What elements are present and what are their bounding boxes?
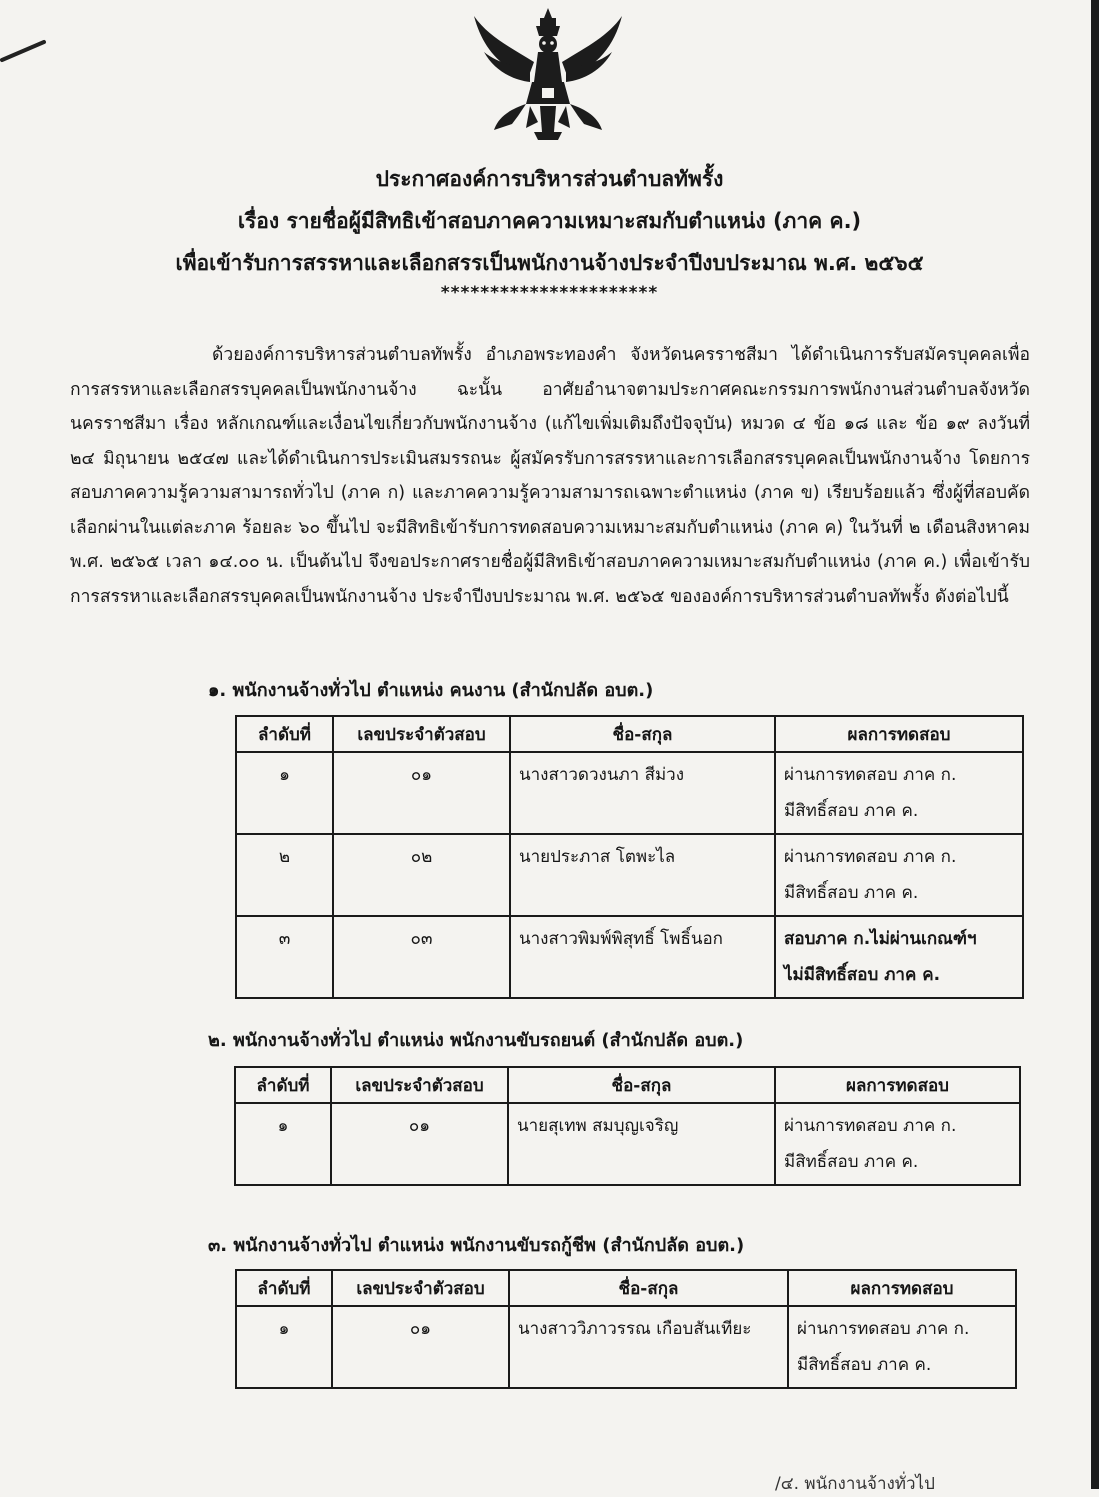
col-exam-id: เลขประจำตัวสอบ bbox=[331, 1067, 508, 1103]
result-line-1: ผ่านการทดสอบ ภาค ก. bbox=[797, 1319, 970, 1339]
table-row bbox=[236, 916, 1023, 998]
cell-exam-id: ๐๑ bbox=[332, 1306, 509, 1388]
cell-order: ๑ bbox=[235, 1103, 331, 1185]
result-line-2: ไม่มีสิทธิ์สอบ ภาค ค. bbox=[784, 965, 941, 985]
cell-name: นายสุเทพ สมบุญเจริญ bbox=[508, 1103, 775, 1185]
cell-result bbox=[775, 752, 1023, 834]
results-table-1 bbox=[235, 715, 1024, 999]
col-name: ชื่อ-สกุล bbox=[509, 1270, 788, 1306]
cell-result bbox=[775, 834, 1023, 916]
cell-exam-id: ๐๓ bbox=[333, 916, 510, 998]
col-result: ผลการทดสอบ bbox=[775, 716, 1023, 752]
announcement-subject: เรื่อง รายชื่อผู้มีสิทธิเข้าสอบภาคความเหมาะสมกับตำแหน่ง (ภาค ค.) bbox=[237, 209, 862, 233]
cell-order: ๓ bbox=[236, 916, 333, 998]
section-2-title: ๒. พนักงานจ้างทั่วไป ตำแหน่ง พนักงานขับรถยนต์ (สำนักปลัด อบต.) bbox=[208, 1030, 744, 1051]
title-divider: ********************** bbox=[440, 283, 659, 303]
intro-paragraph bbox=[70, 338, 1030, 614]
section-3-title: ๓. พนักงานจ้างทั่วไป ตำแหน่ง พนักงานขับรถกู้ชีพ (สำนักปลัด อบต.) bbox=[208, 1235, 745, 1256]
announcement-subtitle: เพื่อเข้ารับการสรรหาและเลือกสรรเป็นพนักงานจ้างประจำปีงบประมาณ พ.ศ. ๒๕๖๕ bbox=[175, 251, 924, 275]
table-row bbox=[235, 1103, 1020, 1185]
cell-result bbox=[775, 916, 1023, 998]
result-line-2: มีสิทธิ์สอบ ภาค ค. bbox=[784, 883, 919, 903]
cell-exam-id: ๐๒ bbox=[333, 834, 510, 916]
col-name: ชื่อ-สกุล bbox=[510, 716, 775, 752]
page-continuation-note: /๔. พนักงานจ้างทั่วไป bbox=[775, 1474, 935, 1494]
table-header-row bbox=[236, 1270, 1016, 1306]
col-exam-id: เลขประจำตัวสอบ bbox=[332, 1270, 509, 1306]
cell-result bbox=[775, 1103, 1020, 1185]
cell-name: นางสาวพิมพ์พิสุทธิ์ โพธิ์นอก bbox=[510, 916, 775, 998]
table-header-row bbox=[236, 716, 1023, 752]
result-line-2: มีสิทธิ์สอบ ภาค ค. bbox=[784, 1152, 919, 1172]
cell-order: ๑ bbox=[236, 1306, 332, 1388]
col-exam-id: เลขประจำตัวสอบ bbox=[333, 716, 510, 752]
result-line-2: มีสิทธิ์สอบ ภาค ค. bbox=[784, 801, 919, 821]
result-line-1: ผ่านการทดสอบ ภาค ก. bbox=[784, 847, 957, 867]
table-row bbox=[236, 752, 1023, 834]
cell-result bbox=[788, 1306, 1016, 1388]
col-order: ลำดับที่ bbox=[235, 1067, 331, 1103]
cell-exam-id: ๐๑ bbox=[333, 752, 510, 834]
cell-name: นางสาวดวงนภา สีม่วง bbox=[510, 752, 775, 834]
cell-order: ๑ bbox=[236, 752, 333, 834]
announcement-title: ประกาศองค์การบริหารส่วนตำบลทัพรั้ง bbox=[375, 167, 724, 191]
result-line-2: มีสิทธิ์สอบ ภาค ค. bbox=[797, 1355, 932, 1375]
results-table-2 bbox=[234, 1066, 1021, 1186]
section-1-title: ๑. พนักงานจ้างทั่วไป ตำแหน่ง คนงาน (สำนักปลัด อบต.) bbox=[208, 680, 654, 701]
corner-scan-mark bbox=[0, 36, 50, 66]
table-row bbox=[236, 834, 1023, 916]
garuda-emblem-icon bbox=[468, 6, 628, 146]
cell-name: นายประภาส โตพะไล bbox=[510, 834, 775, 916]
table-row bbox=[236, 1306, 1016, 1388]
result-line-1: ผ่านการทดสอบ ภาค ก. bbox=[784, 1116, 957, 1136]
intro-text: ด้วยองค์การบริหารส่วนตำบลทัพรั้ง อำเภอพระทองคำ จังหวัดนครราชสีมา ได้ดำเนินการรับสมัครบุคคลเพื่อการสรรหาและเลือกสรรบุคคลเป็นพนักงานจ้าง ฉะนั้น อาศัยอำนาจตามประกาศคณะกรรมการพนักงานส่วนตำบลจังหวัดนครราชสีมา เรื่อง หลักเกณฑ์และเงื่อนไขเกี่ยวกับพนักงานจ้าง (แก้ไขเพิ่มเติมถึงปัจจุบัน) หมวด ๔ ข้อ ๑๘ และ ข้อ ๑๙ ลงวันที่ ๒๔ มิถุนายน ๒๕๔๗ และได้ดำเนินการประเมินสมรรถนะ ผู้สมัครรับการสรรหาและการเลือกสรรบุคคลเป็นพนักงานจ้าง โดยการสอบภาคความรู้ความสามารถทั่วไป (ภาค ก) และภาคความรู้ความสามารถเฉพาะตำแหน่ง (ภาค ข) เรียบร้อยแล้ว ซึ่งผู้ที่สอบคัดเลือกผ่านในแต่ละภาค ร้อยละ ๖๐ ขึ้นไป จะมีสิทธิเข้ารับการทดสอบความเหมาะสมกับตำแหน่ง (ภาค ค) ในวันที่ ๒ เดือนสิงหาคม พ.ศ. ๒๕๖๕ เวลา ๑๔.๐๐ น. เป็นต้นไป จึงขอประกาศรายชื่อผู้มีสิทธิเข้าสอบภาคความเหมาะสมกับตำแหน่ง (ภาค ค.) เพื่อเข้ารับการสรรหาและเลือกสรรบุคคลเป็นพนักงานจ้าง ประจำปีงบประมาณ พ.ศ. ๒๕๖๕ ขององค์การบริหารส่วนตำบลทัพรั้ง ดังต่อไปนี้ bbox=[70, 345, 1030, 607]
cell-exam-id: ๐๑ bbox=[331, 1103, 508, 1185]
col-result: ผลการทดสอบ bbox=[775, 1067, 1020, 1103]
col-order: ลำดับที่ bbox=[236, 716, 333, 752]
col-name: ชื่อ-สกุล bbox=[508, 1067, 775, 1103]
result-line-1: ผ่านการทดสอบ ภาค ก. bbox=[784, 765, 957, 785]
cell-name: นางสาววิภาวรรณ เกือบสันเทียะ bbox=[509, 1306, 788, 1388]
result-line-1: สอบภาค ก.ไม่ผ่านเกณฑ์ฯ bbox=[784, 929, 977, 949]
col-result: ผลการทดสอบ bbox=[788, 1270, 1016, 1306]
cell-order: ๒ bbox=[236, 834, 333, 916]
results-table-3 bbox=[235, 1269, 1017, 1389]
col-order: ลำดับที่ bbox=[236, 1270, 332, 1306]
table-header-row bbox=[235, 1067, 1020, 1103]
